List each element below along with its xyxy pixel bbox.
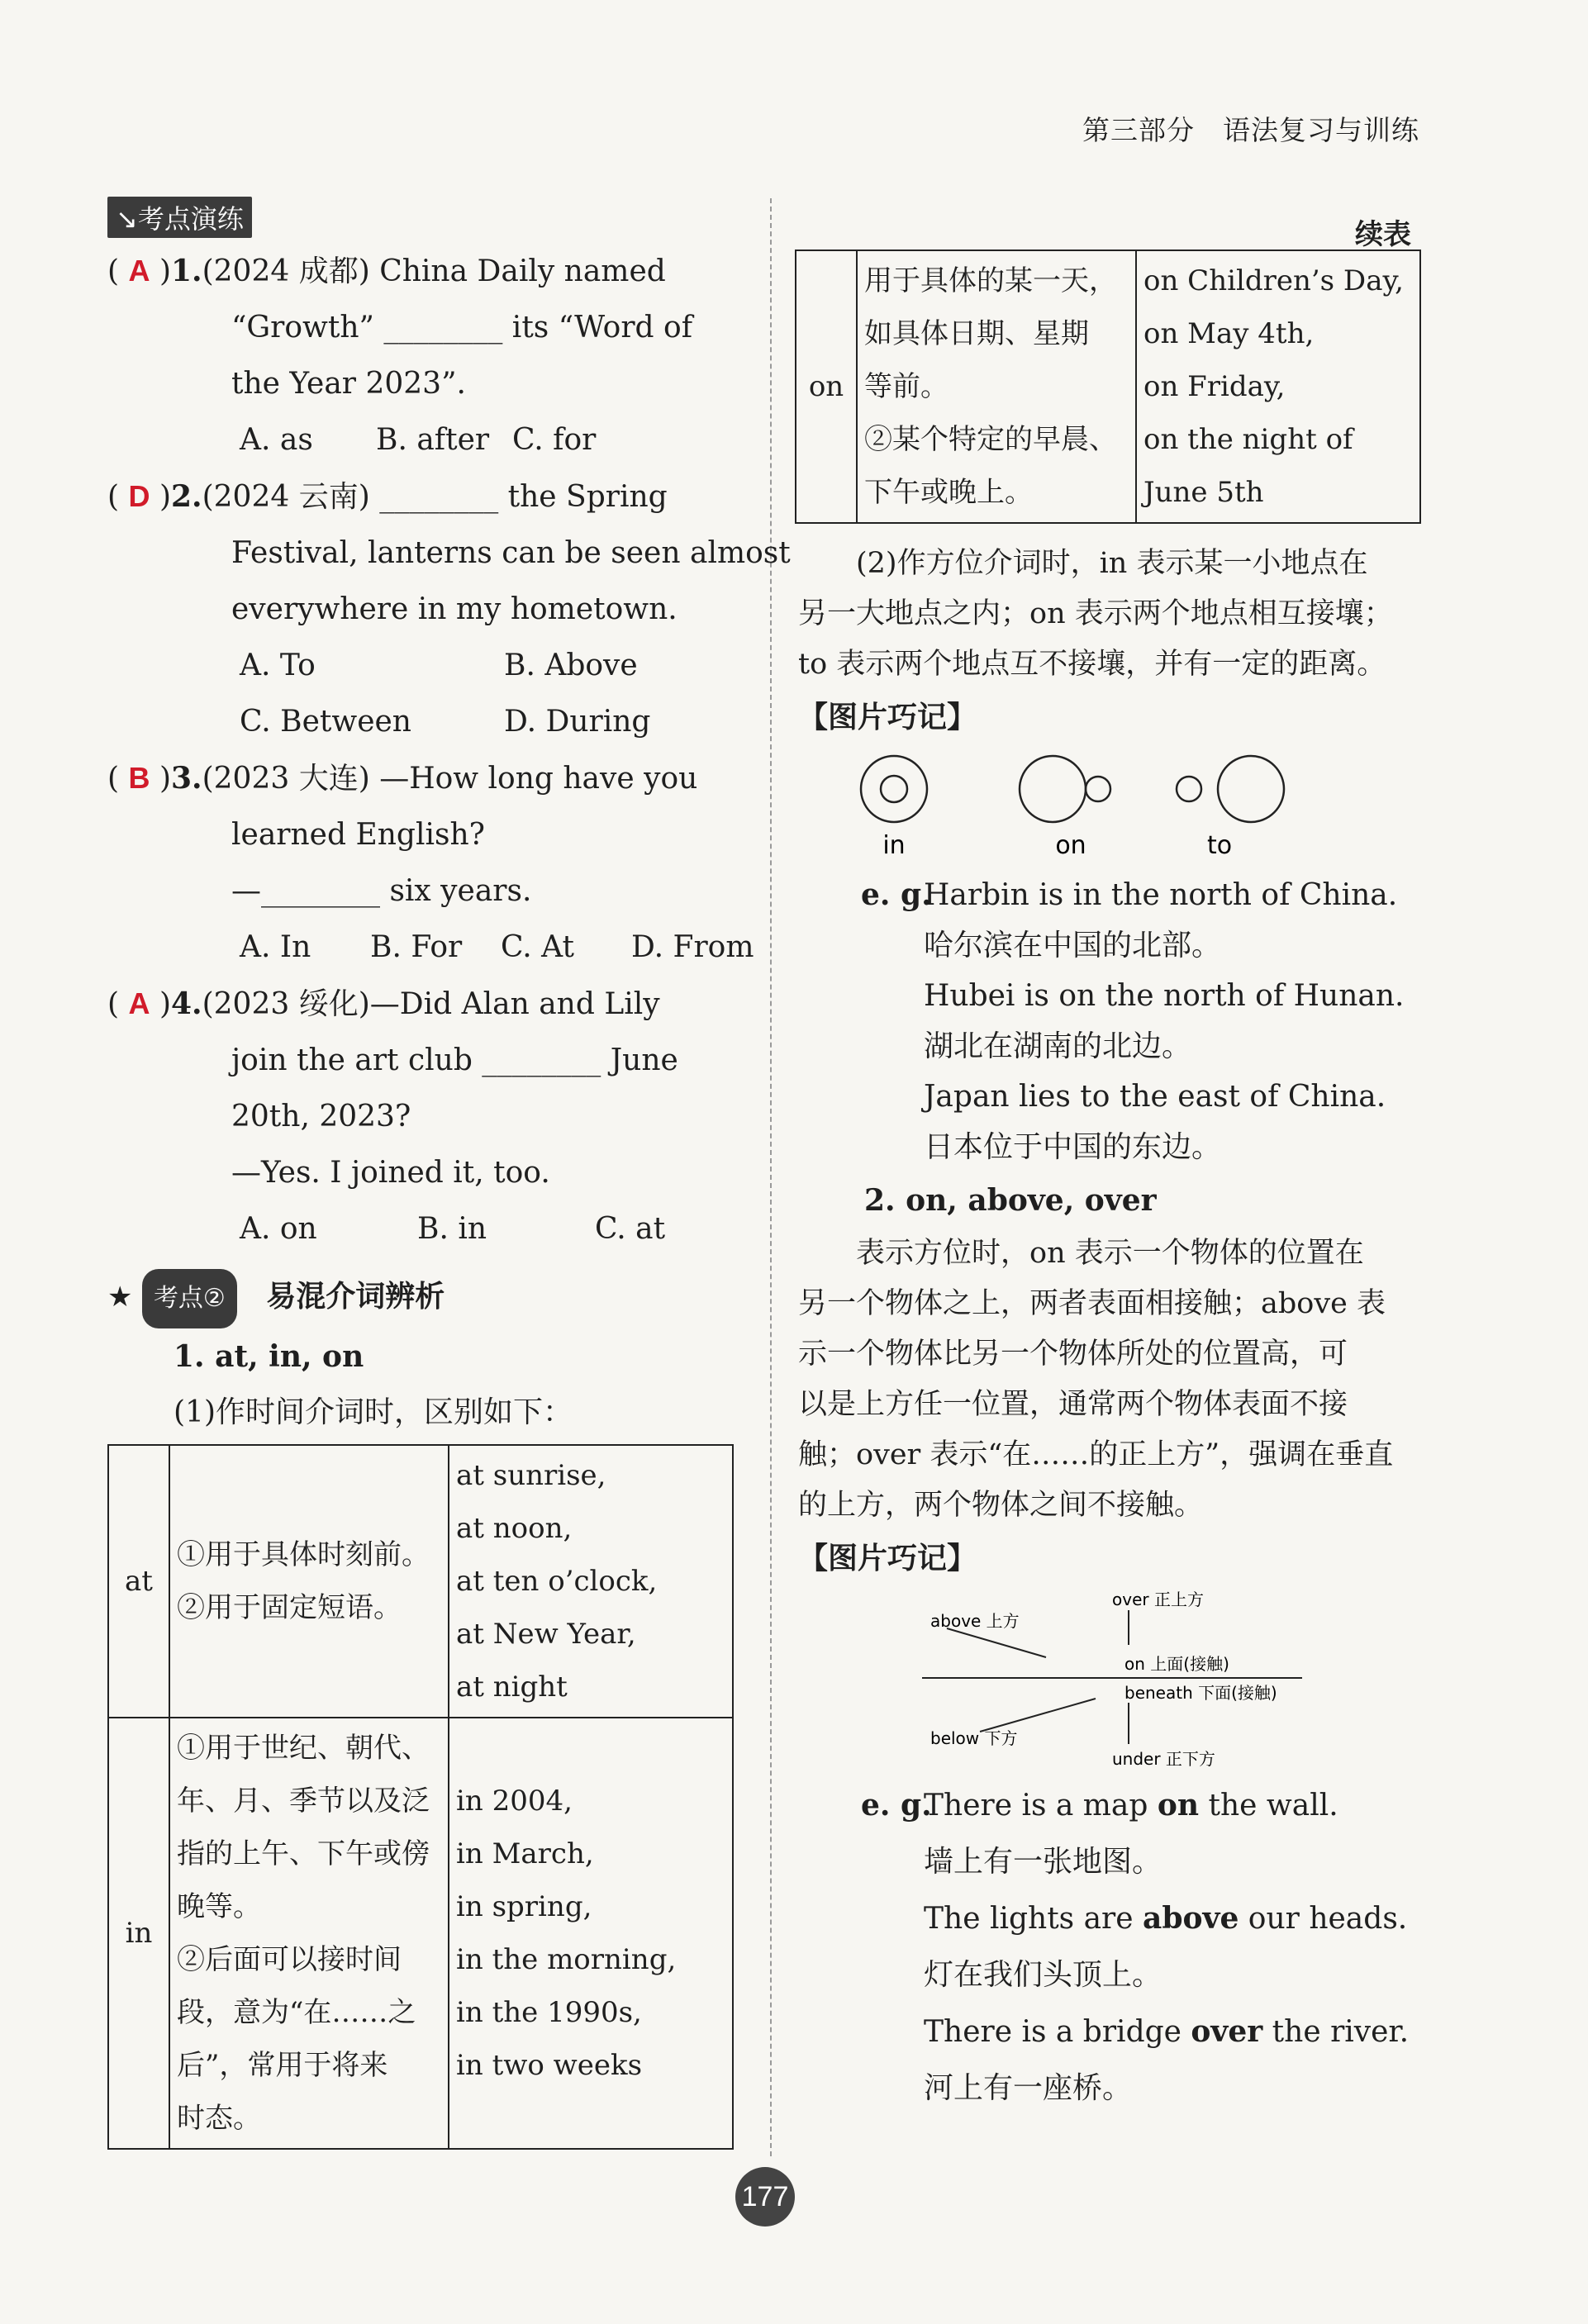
use-line: 时态。 [177, 2102, 261, 2135]
answer-open-paren: ( [107, 480, 129, 514]
question-text: learned English? [231, 818, 485, 852]
time-preposition-table [107, 1444, 734, 2150]
options-row [107, 694, 744, 750]
paragraph-line: 表示方位时，on 表示一个物体的位置在 [856, 1237, 1364, 1270]
arrow-icon: ↘ [116, 203, 138, 235]
cell-word: on [796, 250, 857, 523]
answer-close-paren: ) [150, 480, 171, 514]
question-text: (2024 成都) China Daily named [202, 254, 666, 288]
cell-examples [449, 1718, 733, 2149]
question-text: Festival, lanterns can be seen almost [231, 536, 791, 570]
paragraph-line: 以是上方任一位置，通常两个物体表面不接 [798, 1388, 1348, 1421]
example-line [798, 1834, 1434, 1890]
use-line: 用于具体的某一天， [864, 264, 1117, 297]
use-line: 如具体日期、星期 [864, 317, 1089, 350]
paragraph-line: 另一个物体之上，两者表面相接触；above 表 [798, 1287, 1386, 1320]
above-line [947, 1628, 1046, 1657]
question-line [107, 1089, 744, 1145]
question-item [107, 750, 754, 976]
option: B. For [370, 930, 463, 964]
question-line [107, 582, 744, 638]
question-text: 20th, 2023? [231, 1100, 411, 1133]
option: C. at [595, 1212, 666, 1246]
use-line: 指的上午、下午或傍 [177, 1837, 430, 1870]
question-text: everywhere in my hometown. [231, 592, 678, 626]
label-under: under 正下方 [1112, 1749, 1215, 1769]
sub1-title: 1. at, in, on [174, 1339, 364, 1374]
label-below: below 下方 [930, 1728, 1018, 1748]
option: A. To [240, 649, 316, 682]
cell-uses [857, 250, 1136, 523]
paragraph-line: 示一个物体比另一个物体所处的位置高，可 [798, 1338, 1348, 1371]
place-paragraph [798, 539, 1434, 690]
question-list [107, 243, 791, 1257]
example-text: our heads. [1239, 1902, 1408, 1936]
example-group-1 [798, 870, 1434, 1172]
question-item [107, 468, 791, 750]
memo-label-1: 【图片巧记】 [798, 701, 977, 734]
example-line [798, 2060, 1434, 2117]
kaodian-title: 易混介词辨析 [266, 1280, 445, 1314]
use-line: 晚等。 [177, 1890, 261, 1923]
circle-label-in: in [882, 831, 906, 860]
example-line: at noon, [456, 1512, 573, 1545]
to-small-circle [1177, 777, 1201, 801]
question-item [107, 976, 744, 1257]
in-inner-circle [881, 776, 907, 802]
paragraph-line: 的上方，两个物体之间不接触。 [798, 1489, 1204, 1522]
options-row [107, 1201, 744, 1257]
time-preposition-table-continued [795, 250, 1421, 524]
answer-letter: B [128, 761, 150, 795]
example-line: in spring, [456, 1890, 592, 1923]
example-group-2 [798, 1777, 1434, 2117]
question-line [107, 300, 744, 356]
eg-label: e. g. [861, 877, 932, 912]
option: A. on [240, 1212, 317, 1246]
question-text: the Year 2023”. [231, 367, 466, 401]
options-row [107, 412, 744, 468]
option: C. Between [240, 705, 411, 739]
label-above: above 上方 [930, 1611, 1020, 1631]
question-line [107, 525, 791, 582]
example-text: The lights are [924, 1902, 1143, 1936]
example-line: on Children’s Day, [1143, 264, 1404, 297]
cell-word: in [108, 1718, 169, 2149]
question-line [107, 356, 744, 412]
example-text: 河上有一座桥。 [924, 2071, 1133, 2105]
example-line [798, 1122, 1434, 1172]
example-line: in the morning, [456, 1943, 677, 1976]
question-text: (2023 绥化)—Did Alan and Lily [202, 987, 660, 1021]
example-keyword: over [1191, 2014, 1263, 2049]
example-line [798, 2003, 1434, 2060]
question-text: (2023 大连) —How long have you [202, 762, 698, 796]
option: D. During [504, 705, 651, 739]
example-text: Japan lies to the east of China. [924, 1080, 1386, 1114]
question-line [107, 243, 744, 300]
use-line: ①用于世纪、朝代、 [177, 1732, 430, 1765]
memo-label-2: 【图片巧记】 [798, 1542, 977, 1575]
paragraph-line: (2)作方位介词时，in 表示某一小地点在 [856, 547, 1368, 580]
example-line [798, 1777, 1434, 1834]
example-keyword: above [1143, 1901, 1239, 1936]
question-text: —________ six years. [231, 874, 532, 908]
question-line [107, 468, 744, 525]
question-number: 2. [171, 479, 202, 514]
answer-open-paren: ( [107, 254, 129, 288]
example-text: Hubei is on the north of Hunan. [924, 979, 1405, 1013]
example-text: 哈尔滨在中国的北部。 [924, 929, 1222, 962]
question-line [107, 750, 744, 807]
question-line [107, 863, 744, 920]
kaodian-heading [107, 1269, 744, 1328]
example-line: at sunrise, [456, 1459, 606, 1492]
question-number: 4. [171, 986, 202, 1021]
example-text: There is a map [924, 1789, 1158, 1823]
cell-examples [449, 1445, 733, 1718]
eg-label: e. g. [861, 1788, 932, 1823]
example-text: Harbin is in the north of China. [924, 878, 1398, 912]
answer-close-paren: ) [150, 254, 171, 288]
circle-diagram [848, 746, 1376, 870]
paragraph-line: to 表示两个地点互不接壤，并有一定的距离。 [798, 648, 1386, 681]
paragraph-line: 另一大地点之内；on 表示两个地点相互接壤； [798, 597, 1393, 630]
practice-banner: ↘考点演练 [107, 197, 744, 238]
page-number: 177 [735, 2167, 795, 2227]
sub2-title: 2. on, above, over [864, 1183, 1157, 1218]
example-line [798, 870, 1434, 920]
example-line [798, 971, 1434, 1021]
paragraph-line: 触；over 表示“在……的正上方”，强调在垂直 [798, 1438, 1394, 1471]
option: B. Above [504, 649, 638, 682]
in-outer-circle [861, 756, 927, 822]
use-line: ①用于具体时刻前。 [177, 1538, 430, 1571]
example-line [798, 1890, 1434, 1947]
option: A. In [240, 930, 311, 964]
example-line: at night [456, 1671, 568, 1704]
answer-letter: A [128, 986, 150, 1020]
example-text: 墙上有一张地图。 [924, 1845, 1162, 1879]
use-line: ②某个特定的早晨、 [864, 423, 1117, 456]
on-above-over-paragraph [798, 1229, 1434, 1531]
example-text: 湖北在湖南的北边。 [924, 1029, 1192, 1063]
option: C. for [512, 423, 597, 457]
example-line [798, 1021, 1434, 1072]
example-text: the river. [1262, 2015, 1410, 2049]
example-text: 日本位于中国的东边。 [924, 1130, 1222, 1164]
table-row-in [108, 1718, 733, 2149]
page-header: 第三部分 语法复习与训练 [1082, 114, 1419, 146]
question-line [107, 807, 744, 863]
use-line: 下午或晚上。 [864, 476, 1033, 509]
question-number: 3. [171, 761, 202, 796]
circle-label-to: to [1206, 831, 1233, 860]
example-line: on May 4th, [1143, 317, 1315, 350]
example-line [798, 1072, 1434, 1122]
label-beneath: beneath 下面(接触) [1124, 1683, 1277, 1703]
example-line: in 2004, [456, 1785, 573, 1818]
example-text: the wall. [1199, 1789, 1338, 1823]
options-row [107, 920, 754, 976]
sub1-intro: (1)作时间介词时，区别如下： [174, 1395, 573, 1429]
option: A. as [240, 423, 313, 457]
continued-label: 续表 [1355, 218, 1411, 251]
star-icon: ★ [107, 1281, 133, 1314]
label-over: over 正上方 [1112, 1590, 1204, 1609]
options-row [107, 638, 744, 694]
cell-word: at [108, 1445, 169, 1718]
option: D. From [631, 930, 754, 964]
on-small-circle [1086, 777, 1110, 801]
left-column [107, 197, 791, 1441]
table-row-on [796, 250, 1420, 523]
circle-label-on: on [1055, 831, 1086, 860]
question-number: 1. [171, 254, 202, 288]
question-item [107, 243, 744, 468]
question-text: (2024 云南) ________ the Spring [202, 480, 668, 514]
example-line: at ten o’clock, [456, 1565, 658, 1598]
use-line: 年、月、季节以及泛 [177, 1785, 430, 1818]
use-line: ②后面可以接时间 [177, 1943, 402, 1976]
example-line: June 5th [1143, 476, 1264, 509]
example-line [798, 1947, 1434, 2003]
answer-close-paren: ) [150, 762, 171, 796]
question-text: —Yes. I joined it, too. [231, 1156, 550, 1190]
cell-uses [169, 1718, 449, 2149]
answer-close-paren: ) [150, 987, 171, 1021]
question-line [107, 1145, 744, 1201]
question-text: “Growth” ________ its “Word of [231, 311, 693, 345]
example-line: on Friday, [1143, 370, 1286, 403]
example-line: on the night of [1143, 423, 1353, 456]
question-text: join the art club ________ June [231, 1043, 678, 1077]
label-on: on 上面(接触) [1124, 1654, 1229, 1674]
use-line: 段，意为“在……之 [177, 1996, 416, 2029]
answer-letter: D [128, 479, 150, 513]
position-diagram [798, 1587, 1426, 1777]
answer-open-paren: ( [107, 987, 129, 1021]
use-line: ②用于固定短语。 [177, 1591, 402, 1624]
right-column [798, 539, 1434, 2117]
question-line [107, 1033, 744, 1089]
table-row-at [108, 1445, 733, 1718]
to-big-circle [1218, 756, 1284, 822]
example-line: in two weeks [456, 2049, 643, 2082]
example-line: in the 1990s, [456, 1996, 642, 2029]
use-line: 等前。 [864, 370, 949, 403]
example-text: There is a bridge [924, 2015, 1191, 2049]
option: B. in [417, 1212, 487, 1246]
question-line [107, 976, 744, 1033]
cell-uses [169, 1445, 449, 1718]
kaodian-badge: 考点② [142, 1269, 237, 1328]
example-line [798, 920, 1434, 971]
example-text: 灯在我们头顶上。 [924, 1958, 1162, 1992]
below-line [980, 1699, 1096, 1732]
option: B. after [376, 423, 490, 457]
example-keyword: on [1157, 1788, 1200, 1823]
answer-letter: A [128, 254, 150, 288]
option: C. At [501, 930, 574, 964]
use-line: 后”，常用于将来 [177, 2049, 388, 2082]
example-line: at New Year, [456, 1618, 636, 1651]
column-divider [770, 198, 772, 2156]
answer-open-paren: ( [107, 762, 129, 796]
cell-examples [1136, 250, 1420, 523]
on-big-circle [1020, 756, 1086, 822]
example-line: in March, [456, 1837, 594, 1870]
